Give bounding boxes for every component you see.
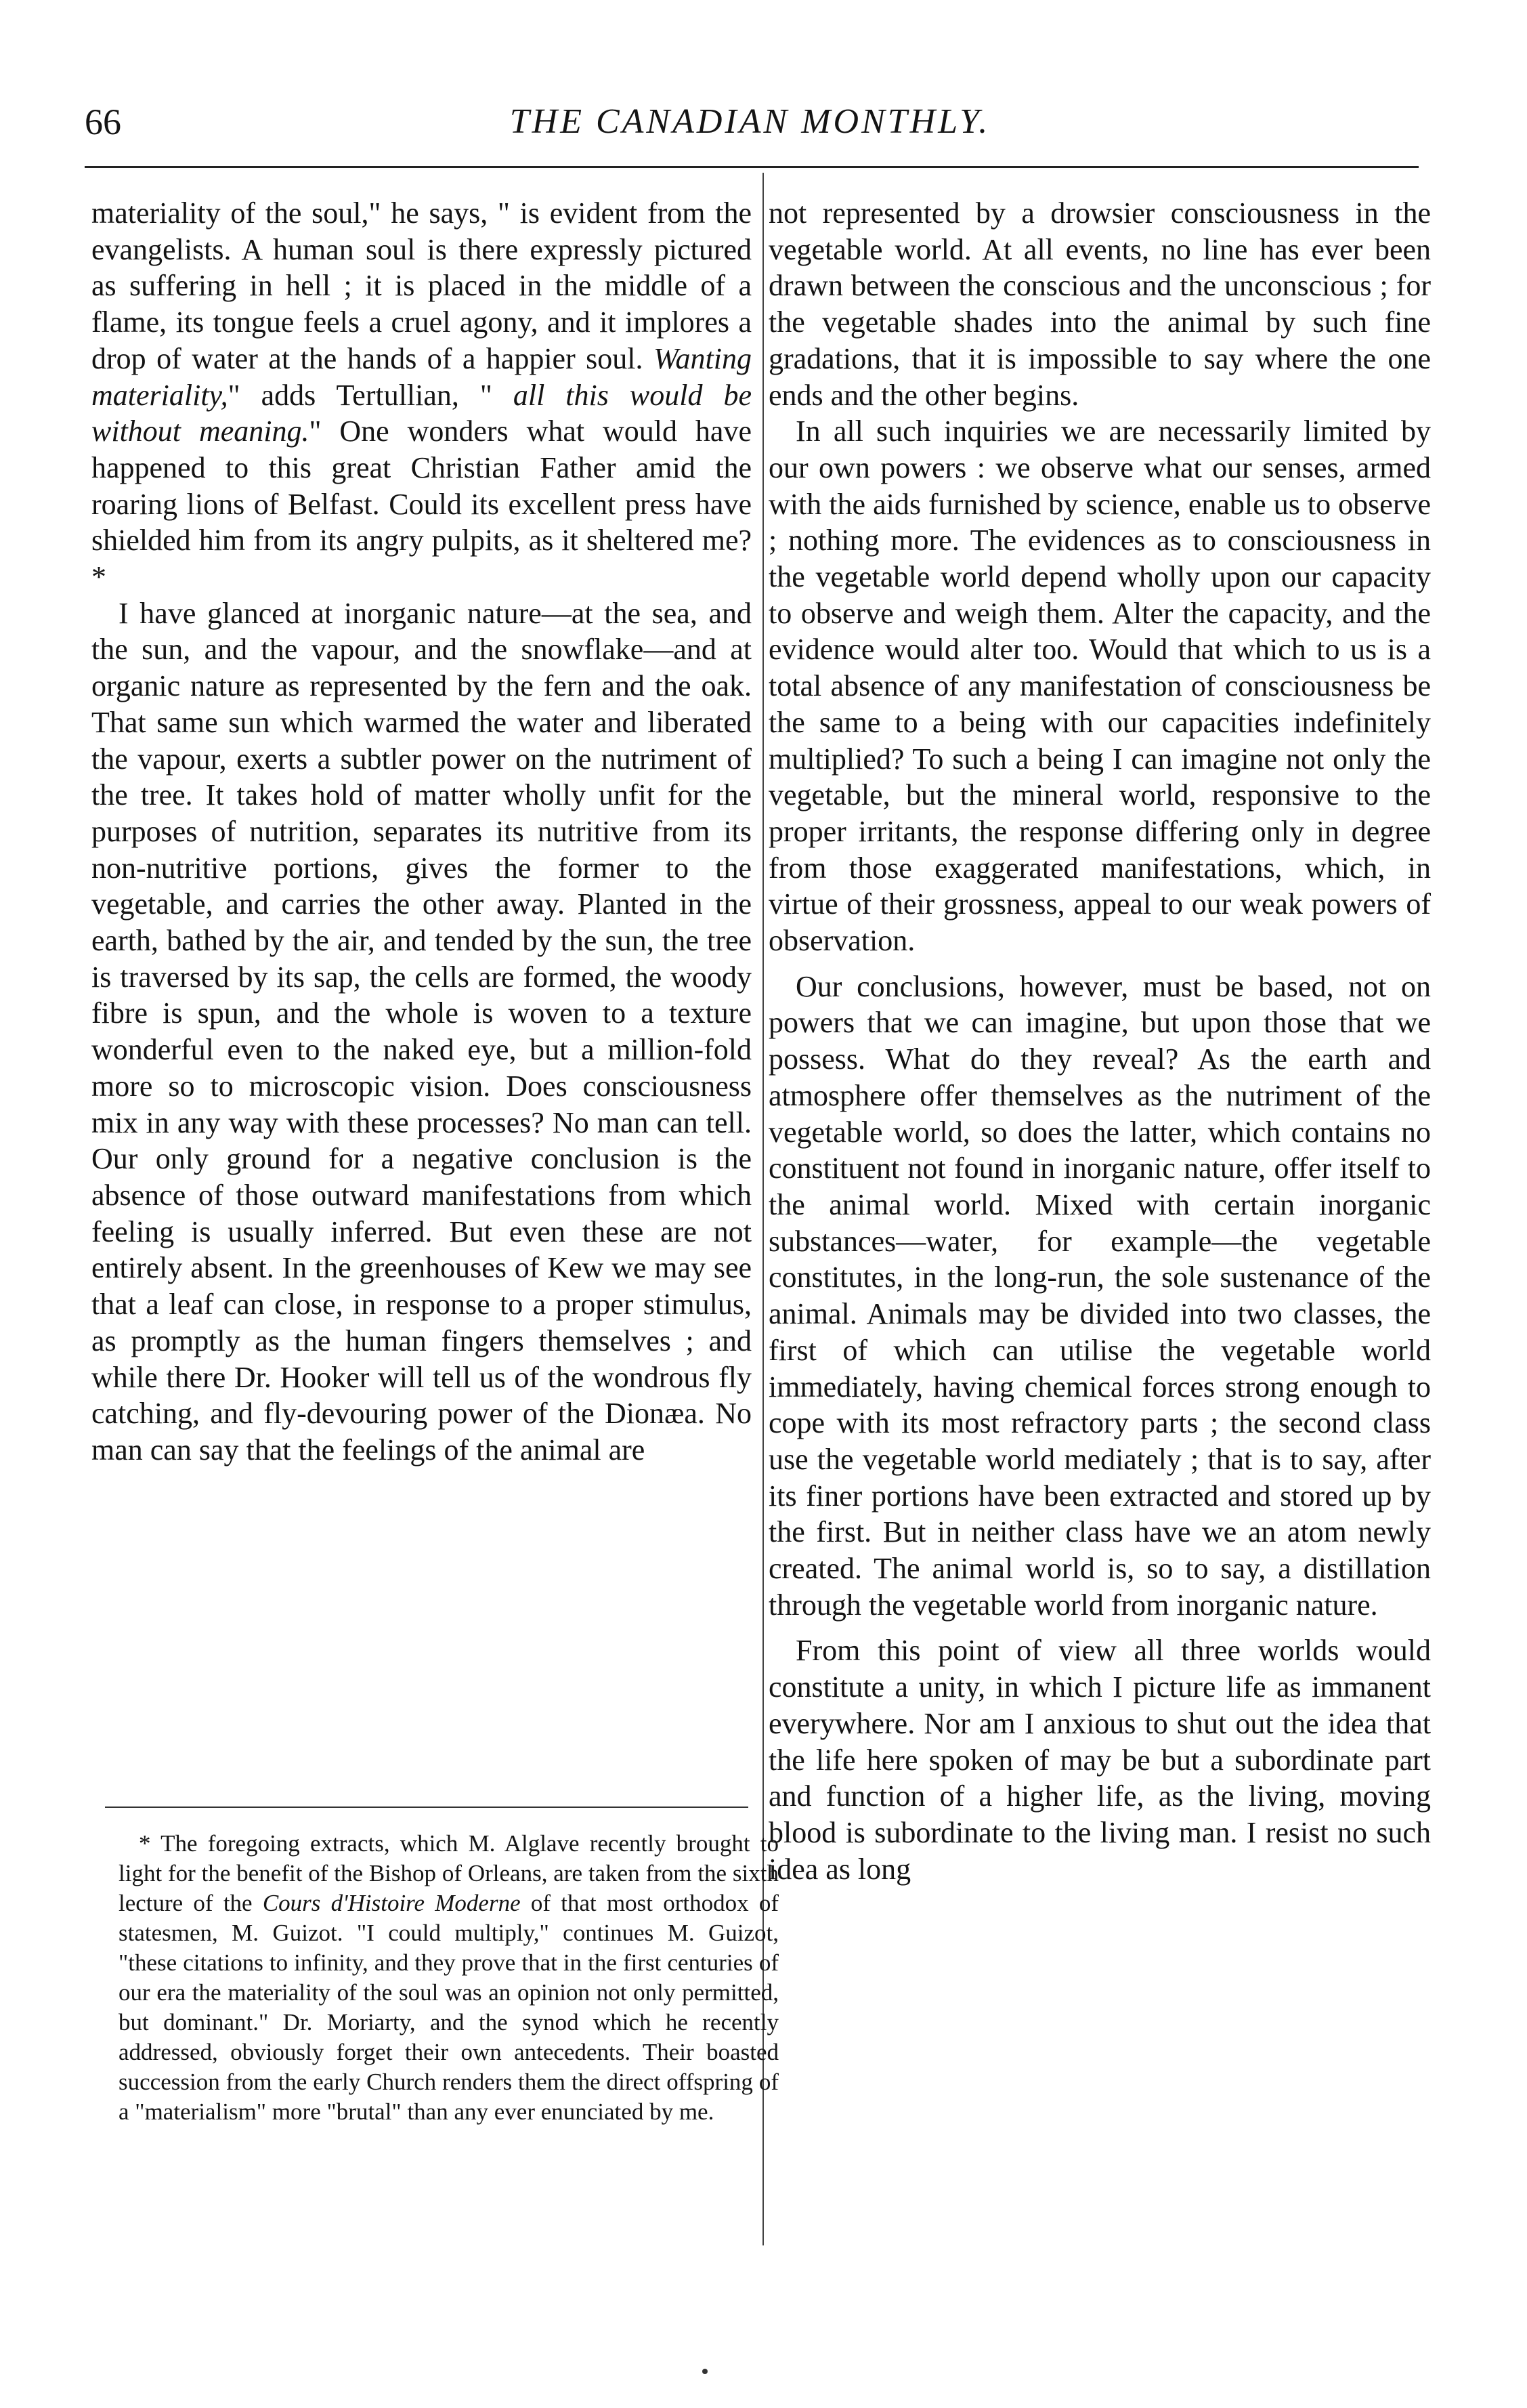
footnote: [119, 1829, 779, 2127]
running-title: THE CANADIAN MONTHLY.: [509, 102, 991, 141]
header-rule: [85, 166, 1419, 168]
right-paragraph-3: Our conclusions, however, must be based, not on powers that we can imagine, but upon those that we possess. What do they reveal? As the earth and atmosphere offer themselves as the nutriment of the vegetable world, so does the latter, which contains no constituent not found in inorganic nature, offer itself to the animal world. Mixed with certain inorganic substances—water, for example—the vegetable constitutes, in the long-run, the sole sustenance of the animal. Animals may be divided into two classes, the first of which can utilise the vegetable world immediately, having chemical forces strong enough to cope with its most refractory parts ; the second class use the vegetable world mediately ; that is to say, after its finer portions have been extracted and stored up by the first. But in neither class have we an atom newly created. The animal world is, so to say, a distillation through the vegetable world from inorganic nature.: [769, 969, 1431, 1622]
right-paragraph-4: From this point of view all three worlds would constitute a unity, in which I picture life as immanent everywhere. Nor am I anxious to shut out the idea that the life here spoken of may be but a subordinate part and function of a higher life, as the living, moving blood is subordinate to the living man. I resist no such idea as long: [769, 1634, 1431, 1886]
left-p1-italic-1: Wanting materiality,: [91, 341, 752, 412]
footnote-paragraph: [119, 1829, 779, 2127]
page-header: [85, 95, 1415, 149]
left-p1-italic-2: all this would be without meaning.: [91, 378, 752, 448]
page-number: 66: [85, 102, 121, 142]
bottom-dot: [702, 2369, 708, 2374]
footnote-text-b: of that most orthodox of statesmen, M. Guizot. "I could multiply," continues M. Guizot, "these citations to infinity, and they prove that in the first centuries of our era the materiality of the soul was an opinion not only permitted, but dominant." Dr. Moriarty, and the synod which he recently addressed, obviously forget their own antecedents. Their boasted succession from the early Church renders them the direct offspring of a "materialism" more "brutal" than any ever enunciated by me.: [119, 1890, 779, 2125]
footnote-rule: [105, 1807, 748, 1808]
left-p1-text-c: " One wonders what would have happened to this great Christian Father amid the roaring lions of Belfast. Could its excellent press have shielded him from its angry pulpits, as it sheltered me? *: [91, 415, 752, 594]
left-paragraph-2: I have glanced at inorganic nature—at the sea, and the sun, and the vapour, and the snowflake—and at organic nature as represented by the fern and the oak. That same sun which warmed the water and liberated the vapour, exerts a subtler power on the nutriment of the tree. It takes hold of matter wholly unfit for the purposes of nutrition, separates its nutritive from its non-nutritive portions, gives the former to the vegetable, and carries the other away. Planted in the earth, bathed by the air, and tended by the sun, the tree is traversed by its sap, the cells are formed, the woody fibre is spun, and the whole is woven to a texture wonderful even to the naked eye, but a million-fold more so to microscopic vision. Does consciousness mix in any way with these processes? No man can tell. Our only ground for a negative conclusion is the absence of those outward manifestations from which feeling is usually inferred. But even these are not entirely absent. In the greenhouses of Kew we may see that a leaf can close, in response to a proper stimulus, as promptly as the human fingers themselves ; and while there Dr. Hooker will tell us of the wondrous fly catching, and fly-devouring power of the Dionæa. No man can say that the feelings of the animal are: [91, 596, 752, 1466]
right-paragraph-1: not represented by a drowsier consciousness in the vegetable world. At all events, no line has ever been drawn between the conscious and the unconscious ; for the vegetable shades into the animal by such fine gradations, that it is impossible to say where the one ends and the other begins.: [769, 196, 1431, 412]
left-column: [91, 195, 752, 1469]
footnote-text-a: * The foregoing extracts, which M. Alglave recently brought to light for the benefit of the Bishop of Orleans, are taken from the sixth lecture of the: [119, 1830, 779, 1916]
left-p1-text-a: materiality of the soul," he says, " is evident from the evangelists. A human soul is there expressly pictured as suffering in hell ; it is placed in the middle of a flame, its tongue feels a cruel agony, and it implores a drop of water at the hands of a happier soul.: [91, 196, 752, 375]
right-paragraph-2: In all such inquiries we are necessarily limited by our own powers : we observe what our senses, armed with the aids furnished by science, enable us to observe ; nothing more. The evidences as to consciousness in the vegetable world depend wholly upon our capacity to observe and weigh them. Alter the capacity, and the evidence would alter too. Would that which to us is a total absence of any manifestation of consciousness be the same to a being with our capacities indefinitely multiplied? To such a being I can imagine not only the vegetable, but the mineral world, responsive to the proper irritants, the response differing only in degree from those exaggerated manifestations, which, in virtue of their grossness, appeal to our weak powers of observation.: [769, 415, 1431, 958]
right-column: [769, 195, 1431, 1887]
footnote-italic: Cours d'Histoire Moderne: [262, 1890, 521, 1916]
left-paragraph-1: [91, 195, 752, 595]
left-p1-text-b: " adds Tertullian, ": [228, 378, 513, 412]
